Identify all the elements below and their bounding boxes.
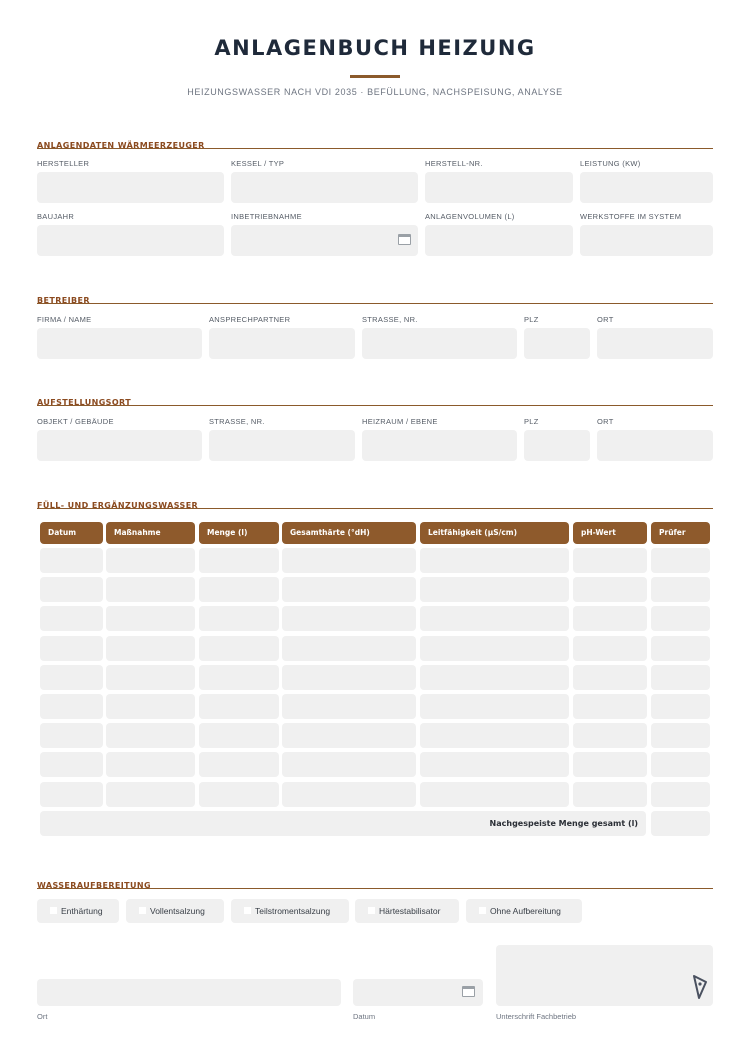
herstell-nr-field[interactable] (425, 172, 573, 203)
signature-field[interactable] (496, 945, 713, 1006)
section-heading: BETREIBER (37, 296, 90, 305)
table-cell[interactable] (106, 548, 195, 573)
table-cell[interactable] (282, 782, 416, 807)
section-heading: FÜLL- UND ERGÄNZUNGSWASSER (37, 501, 199, 510)
calendar-icon[interactable] (398, 234, 411, 245)
section-heading: AUFSTELLUNGSORT (37, 398, 132, 407)
title-divider (350, 75, 400, 78)
table-header-cell: Datum (40, 522, 103, 544)
checkbox[interactable] (367, 906, 376, 915)
table-cell[interactable] (106, 723, 195, 748)
table-cell[interactable] (573, 723, 647, 748)
table-cell[interactable] (40, 752, 103, 777)
option-label: Enthärtung (61, 906, 103, 916)
table-cell[interactable] (199, 694, 279, 719)
baujahr-field[interactable] (37, 225, 224, 256)
total-value-field[interactable] (651, 811, 710, 836)
betreiber-firma-field[interactable] (37, 328, 202, 359)
table-cell[interactable] (40, 577, 103, 602)
aufstellung-plz-field[interactable] (524, 430, 590, 461)
table-cell[interactable] (40, 665, 103, 690)
table-header-cell: Maßnahme (106, 522, 195, 544)
kessel-typ-field[interactable] (231, 172, 418, 203)
table-cell[interactable] (573, 577, 647, 602)
checkbox[interactable] (243, 906, 252, 915)
calendar-icon[interactable] (462, 986, 475, 997)
table-cell[interactable] (420, 694, 569, 719)
label-hersteller: HERSTELLER (37, 159, 90, 168)
section-aufstellungsort (37, 392, 713, 406)
werkstoffe-field[interactable] (580, 225, 713, 256)
table-cell[interactable] (651, 548, 710, 573)
table-cell[interactable] (282, 606, 416, 631)
table-cell[interactable] (282, 752, 416, 777)
table-cell[interactable] (282, 548, 416, 573)
table-cell[interactable] (573, 636, 647, 661)
option-vollentsalzung[interactable] (126, 899, 224, 923)
table-cell[interactable] (420, 636, 569, 661)
unterschrift-label: Unterschrift Fachbetrieb (496, 1012, 577, 1021)
table-header-cell: Prüfer (651, 522, 710, 544)
aufstellung-strasse-field[interactable] (209, 430, 355, 461)
table-cell[interactable] (199, 752, 279, 777)
leistung-field[interactable] (580, 172, 713, 203)
ort-label: Ort (37, 1012, 48, 1021)
table-cell[interactable] (420, 782, 569, 807)
table-cell[interactable] (651, 723, 710, 748)
section-wasser (37, 495, 713, 509)
table-cell[interactable] (40, 782, 103, 807)
label-ort: ORT (597, 417, 614, 426)
label-herstell-nr: HERSTELL-NR. (425, 159, 483, 168)
table-cell[interactable] (282, 723, 416, 748)
table-cell[interactable] (573, 752, 647, 777)
table-cell[interactable] (106, 752, 195, 777)
table-cell[interactable] (199, 636, 279, 661)
table-cell[interactable] (106, 636, 195, 661)
objekt-field[interactable] (37, 430, 202, 461)
option-teilstromentsalzung[interactable] (231, 899, 349, 923)
label-ort: ORT (597, 315, 614, 324)
label-kessel-typ: KESSEL / TYP (231, 159, 285, 168)
heizraum-field[interactable] (362, 430, 517, 461)
table-cell[interactable] (40, 606, 103, 631)
table-cell[interactable] (199, 577, 279, 602)
betreiber-strasse-field[interactable] (362, 328, 517, 359)
table-cell[interactable] (651, 694, 710, 719)
section-heading: WASSERAUFBEREITUNG (37, 881, 151, 890)
label-werkstoffe: WERKSTOFFE IM SYSTEM (580, 212, 682, 221)
table-cell[interactable] (199, 548, 279, 573)
label-baujahr: BAUJAHR (37, 212, 75, 221)
table-cell[interactable] (420, 752, 569, 777)
label-plz: PLZ (524, 315, 539, 324)
table-cell[interactable] (651, 577, 710, 602)
table-cell[interactable] (40, 694, 103, 719)
option-label: Härtestabilisator (379, 906, 441, 916)
table-header-cell: Gesamthärte (°dH) (282, 522, 416, 544)
table-cell[interactable] (40, 548, 103, 573)
total-label: Nachgespeiste Menge gesamt (l) (489, 819, 638, 828)
option-label: Vollentsalzung (150, 906, 205, 916)
label-ansprechpartner: ANSPRECHPARTNER (209, 315, 291, 324)
table-cell[interactable] (199, 606, 279, 631)
label-heizraum: HEIZRAUM / EBENE (362, 417, 438, 426)
section-aufbereitung (37, 875, 713, 889)
table-header-cell: Menge (l) (199, 522, 279, 544)
page-title: ANLAGENBUCH HEIZUNG (214, 36, 536, 60)
table-cell[interactable] (420, 548, 569, 573)
table-cell[interactable] (651, 782, 710, 807)
checkbox[interactable] (49, 906, 58, 915)
table-cell[interactable] (420, 606, 569, 631)
checkbox[interactable] (478, 906, 487, 915)
table-cell[interactable] (573, 665, 647, 690)
label-strasse: STRASSE, NR. (362, 315, 418, 324)
table-cell[interactable] (420, 577, 569, 602)
table-cell[interactable] (40, 723, 103, 748)
pen-icon (692, 974, 708, 1000)
table-header-cell: Leitfähigkeit (µS/cm) (420, 522, 569, 544)
section-anlagendaten (37, 135, 713, 149)
table-cell[interactable] (651, 752, 710, 777)
table-cell[interactable] (199, 665, 279, 690)
table-cell[interactable] (106, 665, 195, 690)
option-haertestabilisator[interactable] (355, 899, 459, 923)
table-cell[interactable] (420, 723, 569, 748)
table-cell[interactable] (106, 782, 195, 807)
table-cell[interactable] (106, 694, 195, 719)
table-cell[interactable] (651, 636, 710, 661)
aufstellung-ort-field[interactable] (597, 430, 713, 461)
label-objekt: OBJEKT / GEBÄUDE (37, 417, 114, 426)
table-cell[interactable] (573, 694, 647, 719)
table-header-cell: pH-Wert (573, 522, 647, 544)
inbetriebnahme-field[interactable] (231, 225, 418, 256)
option-label: Teilstromentsalzung (255, 906, 331, 916)
betreiber-ort-field[interactable] (597, 328, 713, 359)
section-betreiber (37, 290, 713, 304)
table-cell[interactable] (282, 694, 416, 719)
table-cell[interactable] (106, 577, 195, 602)
checkbox[interactable] (138, 906, 147, 915)
label-strasse: STRASSE, NR. (209, 417, 265, 426)
table-cell[interactable] (420, 665, 569, 690)
datum-label: Datum (353, 1012, 376, 1021)
table-cell[interactable] (40, 636, 103, 661)
label-firma: FIRMA / NAME (37, 315, 92, 324)
option-ohne-aufbereitung[interactable] (466, 899, 582, 923)
table-cell[interactable] (651, 606, 710, 631)
table-cell[interactable] (573, 782, 647, 807)
section-heading: ANLAGENDATEN WÄRMEERZEUGER (37, 141, 205, 150)
table-cell[interactable] (199, 782, 279, 807)
table-cell[interactable] (282, 665, 416, 690)
label-leistung: LEISTUNG (KW) (580, 159, 641, 168)
ort-field[interactable] (37, 979, 341, 1006)
betreiber-ansprechpartner-field[interactable] (209, 328, 355, 359)
table-cell[interactable] (282, 636, 416, 661)
table-cell[interactable] (651, 665, 710, 690)
betreiber-plz-field[interactable] (524, 328, 590, 359)
page-subtitle: HEIZUNGSWASSER NACH VDI 2035 · BEFÜLLUNG, NACHSPEISUNG, ANALYSE (187, 87, 563, 97)
table-cell[interactable] (282, 577, 416, 602)
table-cell[interactable] (573, 606, 647, 631)
table-cell[interactable] (106, 606, 195, 631)
label-plz: PLZ (524, 417, 539, 426)
option-enthaertung[interactable] (37, 899, 119, 923)
anlagenvolumen-field[interactable] (425, 225, 573, 256)
table-cell[interactable] (199, 723, 279, 748)
label-inbetriebnahme: INBETRIEBNAHME (231, 212, 302, 221)
option-label: Ohne Aufbereitung (490, 906, 561, 916)
table-cell[interactable] (573, 548, 647, 573)
label-anlagenvolumen: ANLAGENVOLUMEN (L) (425, 212, 515, 221)
hersteller-field[interactable] (37, 172, 224, 203)
